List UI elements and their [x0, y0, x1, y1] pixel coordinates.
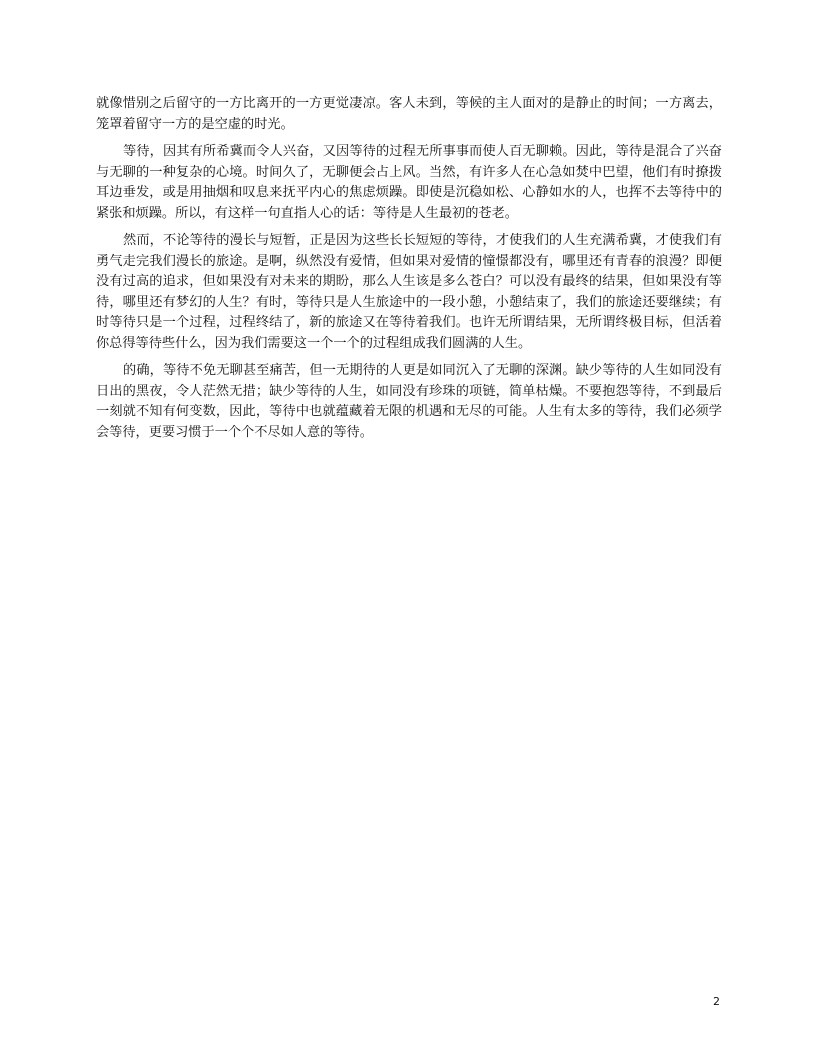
- paragraph-4: 的确，等待不免无聊甚至痛苦，但一无期待的人更是如同沉入了无聊的深渊。缺少等待的人生如同没有日出的黑夜，令人茫然无措；缺少等待的人生，如同没有珍珠的项链，简单枯燥。不要抱怨等待，不到最后一刻就不知有何变数，因此，等待中也就蕴藏着无限的机遇和无尽的可能。人生有太多的等待，我们必须学会等待，更要习惯于一个个不尽如人意的等待。: [96, 363, 722, 440]
- paragraph-1: 就像惜别之后留守的一方比离开的一方更觉凄凉。客人未到，等候的主人面对的是静止的时间；一方离去，笼罩着留守一方的是空虚的时光。: [96, 96, 722, 132]
- page-number: 2: [713, 995, 720, 1008]
- paragraph-2: 等待，因其有所希冀而令人兴奋，又因等待的过程无所事事而使人百无聊赖。因此，等待是混合了兴奋与无聊的一种复杂的心境。时间久了，无聊便会占上风。当然，有许多人在心急如焚中巴望，他们有时撩拨耳边垂发，或是用抽烟和叹息来抚平内心的焦虑烦躁。即使是沉稳如松、心静如水的人，也挥不去等待中的紧张和烦躁。所以，有这样一句直指人心的话：等待是人生最初的苍老。: [96, 144, 722, 221]
- document-body: [96, 94, 722, 450]
- paragraph-3: 然而，不论等待的漫长与短暂，正是因为这些长长短短的等待，才使我们的人生充满希冀，才使我们有勇气走完我们漫长的旅途。是啊，纵然没有爱情，但如果对爱情的憧憬都没有，哪里还有青春的浪漫？即便没有过高的追求，但如果没有对未来的期盼，那么人生该是多么苍白？可以没有最终的结果，但如果没有等待，哪里还有梦幻的人生？有时，等待只是人生旅途中的一段小憩，小憩结束了，我们的旅途还要继续；有时等待只是一个过程，过程终结了，新的旅途又在等待着我们。也许无所谓结果，无所谓终极目标，但活着你总得等待些什么，因为我们需要这一个一个的过程组成我们圆满的人生。: [96, 233, 722, 351]
